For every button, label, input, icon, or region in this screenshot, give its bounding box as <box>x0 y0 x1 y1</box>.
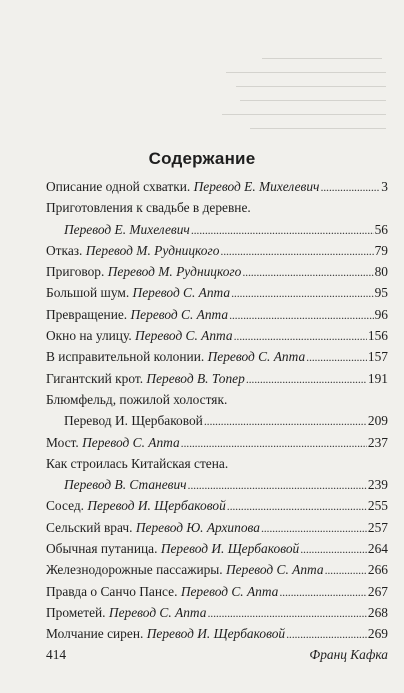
leader-dots <box>188 477 367 493</box>
toc-entry <box>46 584 388 605</box>
toc-entry <box>46 285 388 306</box>
leader-dots <box>300 541 367 557</box>
toc-entry-translator: Перевод С. Апта <box>135 328 233 344</box>
toc-entry <box>46 371 388 392</box>
toc-entry-title: Большой шум. <box>46 285 130 301</box>
toc-entry <box>46 456 388 499</box>
running-author: Франц Кафка <box>309 647 388 662</box>
toc-entry-title: Правда о Санчо Пансе. <box>46 583 178 599</box>
leader-dots <box>220 243 373 259</box>
toc-entry <box>46 264 388 285</box>
toc-page-number: 257 <box>367 519 388 535</box>
toc-entry <box>46 520 388 541</box>
leader-dots <box>246 371 367 387</box>
table-of-contents <box>46 179 388 648</box>
toc-page-number: 267 <box>367 583 388 599</box>
toc-entry <box>46 605 388 626</box>
toc-entry-translator: Перевод И. Щербаковой <box>87 498 226 514</box>
page-number: 414 <box>46 647 67 662</box>
toc-page-number: 56 <box>374 221 388 237</box>
toc-entry-title: Отказ. <box>46 242 83 258</box>
toc-page-number: 266 <box>367 562 388 578</box>
toc-entry-title: Приговор. <box>46 264 105 280</box>
leader-dots <box>286 626 367 642</box>
toc-entry-title: Железнодорожные пассажиры. <box>46 562 223 578</box>
toc-entry-title: Мост. <box>46 434 79 450</box>
toc-entry-translator: Перевод Е. Михелевич <box>64 221 190 237</box>
toc-page-number: 191 <box>367 370 388 386</box>
toc-entry-translator: Перевод С. Апта <box>82 434 180 450</box>
toc-entry-title: Сосед. <box>46 498 84 514</box>
toc-entry <box>46 541 388 562</box>
toc-entry-translator: Перевод С. Апта <box>130 306 229 322</box>
toc-entry-translator: Перевод Ю. Архипова <box>135 519 260 535</box>
leader-dots <box>279 584 367 600</box>
leader-dots <box>231 285 374 301</box>
toc-entry-title: Окно на улицу. <box>46 328 132 344</box>
toc-entry <box>46 243 388 264</box>
toc-entry-title: Превращение. <box>46 306 128 322</box>
toc-page-number: 80 <box>374 264 388 280</box>
toc-entry-translator: Перевод М. Рудницкого <box>85 242 220 258</box>
toc-entry <box>46 328 388 349</box>
toc-entry-title: Сельский врач. <box>46 519 133 535</box>
toc-page-number: 264 <box>367 541 388 557</box>
toc-entry-title: В исправительной колонии. <box>46 349 205 365</box>
toc-entry-title: Описание одной схватки. <box>46 179 191 194</box>
toc-entry-title: Приготовления к свадьбе в деревне. <box>46 200 251 216</box>
toc-entry-translator: Перевод С. Апта <box>226 562 324 578</box>
page-title: Содержание <box>148 149 256 168</box>
leader-dots <box>227 498 367 514</box>
toc-entry-translator: Перевод С. Апта <box>207 349 306 365</box>
toc-entry <box>46 626 388 647</box>
leader-dots <box>181 435 367 451</box>
toc-page-number: 156 <box>367 328 388 344</box>
toc-page-number: 79 <box>374 242 388 258</box>
toc-entry-translator: Перевод М. Рудницкого <box>107 264 242 280</box>
leader-dots <box>204 413 367 429</box>
leader-dots <box>325 562 367 578</box>
toc-page-number: 255 <box>367 498 388 514</box>
toc-entry-translator: Перевод И. Щербаковой <box>160 541 300 557</box>
leader-dots <box>234 328 367 344</box>
toc-entry-title: Обычная путаница. <box>46 541 158 557</box>
toc-entry-translator: Перевод Е. Михелевич <box>193 179 320 194</box>
toc-entry-translator: Перевод И. Щербаковой <box>146 626 286 642</box>
toc-entry <box>46 200 388 243</box>
toc-entry-translator: Перевод С. Апта <box>132 285 231 301</box>
toc-page-number: 96 <box>374 306 388 322</box>
toc-entry-translator: Перевод В. Топер <box>146 370 245 386</box>
toc-entry <box>46 349 388 370</box>
leader-dots <box>191 222 374 238</box>
toc-entry <box>46 498 388 519</box>
toc-entry <box>46 435 388 456</box>
toc-page-number: 269 <box>367 626 388 642</box>
toc-entry-translator: Перевод С. Апта <box>108 604 207 620</box>
toc-page-number: 268 <box>367 604 388 620</box>
toc-entry <box>46 179 388 200</box>
leader-dots <box>306 349 367 365</box>
toc-entry-title: Блюмфельд, пожилой холостяк. <box>46 391 228 407</box>
toc-entry-translator: Перевод С. Апта <box>180 583 279 599</box>
toc-page-number: 3 <box>381 179 388 194</box>
bleed-through-text <box>0 0 404 140</box>
toc-entry-translator: Перевод И. Щербаковой <box>64 413 203 429</box>
leader-dots <box>207 605 366 621</box>
page-footer <box>46 647 388 663</box>
toc-entry-title: Гигантский крот. <box>46 370 144 386</box>
toc-page-number: 157 <box>367 349 388 365</box>
toc-page-number: 95 <box>374 285 388 301</box>
leader-dots <box>242 264 373 280</box>
leader-dots <box>229 307 374 323</box>
toc-entry-title: Как строилась Китайская стена. <box>46 455 229 471</box>
leader-dots <box>320 179 380 195</box>
toc-entry <box>46 307 388 328</box>
leader-dots <box>261 520 367 536</box>
toc-entry <box>46 562 388 583</box>
toc-entry <box>46 392 388 435</box>
toc-entry-title: Молчание сирен. <box>46 626 144 642</box>
toc-page-number: 209 <box>367 413 388 429</box>
toc-entry-title: Прометей. <box>46 604 106 620</box>
toc-page-number: 239 <box>367 477 388 493</box>
toc-page-number: 237 <box>367 434 388 450</box>
toc-entry-translator: Перевод В. Станевич <box>64 477 187 493</box>
